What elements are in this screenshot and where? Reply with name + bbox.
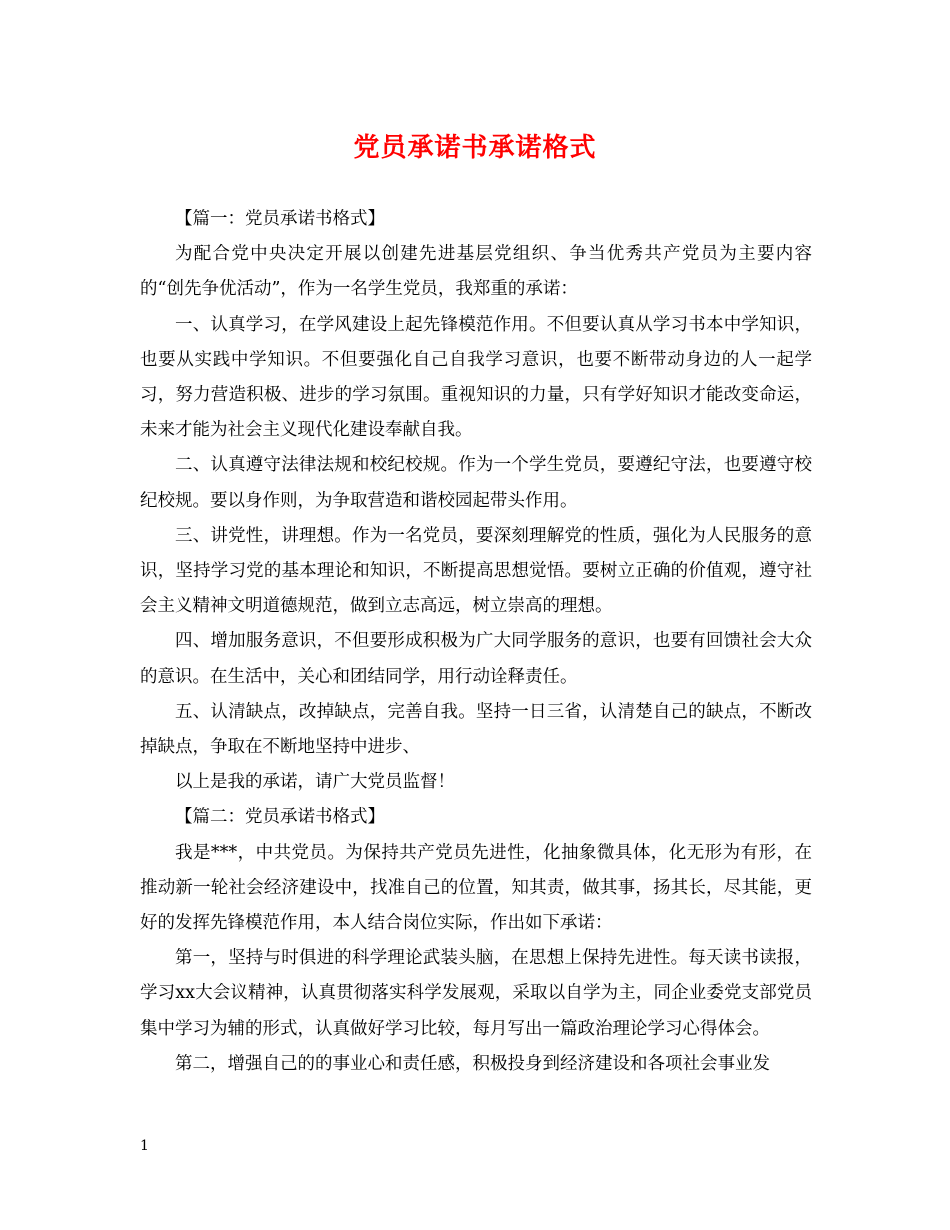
document-title: 党员承诺书承诺格式 (353, 133, 597, 163)
paragraph: 为配合党中央决定开展以创建先进基层党组织、争当优秀共产党员为主要内容的“创先争优活动”，作为一名学生党员，我郑重的承诺： (140, 244, 812, 300)
paragraph: 四、增加服务意识，不但要形成积极为广大同学服务的意识，也要有回馈社会大众的意识。在生活中，关心和团结同学，用行动诠释责任。 (140, 631, 812, 687)
paragraph: 我是***，中共党员。为保持共产党员先进性，化抽象微具体，化无形为有形，在推动新一轮社会经济建设中，找准自己的位置，知其责，做其事，扬其长，尽其能，更好的发挥先锋模范作用，本人结合岗位实际，作出如下承诺： (140, 842, 812, 934)
page-number: 1 (140, 1138, 149, 1154)
paragraph: 二、认真遵守法律法规和校纪校规。作为一个学生党员，要遵纪守法，也要遵守校纪校规。要以身作则，为争取营造和谐校园起带头作用。 (140, 455, 812, 511)
paragraph: 第二，增强自己的的事业心和责任感，积极投身到经济建设和各项社会事业发 (175, 1053, 770, 1074)
section-heading-part-two: 【篇二：党员承诺书格式】 (175, 807, 385, 828)
paragraph: 五、认清缺点，改掉缺点，完善自我。坚持一日三省，认清楚自己的缺点，不断改掉缺点，争取在不断地坚持中进步、 (140, 701, 812, 758)
paragraph: 一、认真学习，在学风建设上起先锋模范作用。不但要认真从学习书本中学知识，也要从实践中学知识。不但要强化自己自我学习意识，也要不断带动身边的人一起学习，努力营造积极、进步的学习氛围。重视知识的力量，只有学好知识才能改变命运，未来才能为社会主义现代化建设奉献自我。 (140, 314, 812, 441)
paragraph: 第一，坚持与时俱进的科学理论武装头脑，在思想上保持先进性。每天读书读报，学习xx大会议精神，认真贯彻落实科学发展观，采取以自学为主，同企业委党支部党员集中学习为辅的形式，认真做好学习比较，每月写出一篇政治理论学习心得体会。 (140, 948, 812, 1039)
document-body (140, 202, 812, 1082)
section-heading-part-one: 【篇一：党员承诺书格式】 (175, 209, 385, 229)
paragraph: 三、讲党性，讲理想。作为一名党员，要深刻理解党的性质，强化为人民服务的意识，坚持学习党的基本理论和知识，不断提高思想觉悟。要树立正确的价值观，遵守社会主义精神文明道德规范，做到立志高远，树立崇高的理想。 (140, 525, 812, 617)
paragraph: 以上是我的承诺，请广大党员监督！ (175, 772, 455, 793)
